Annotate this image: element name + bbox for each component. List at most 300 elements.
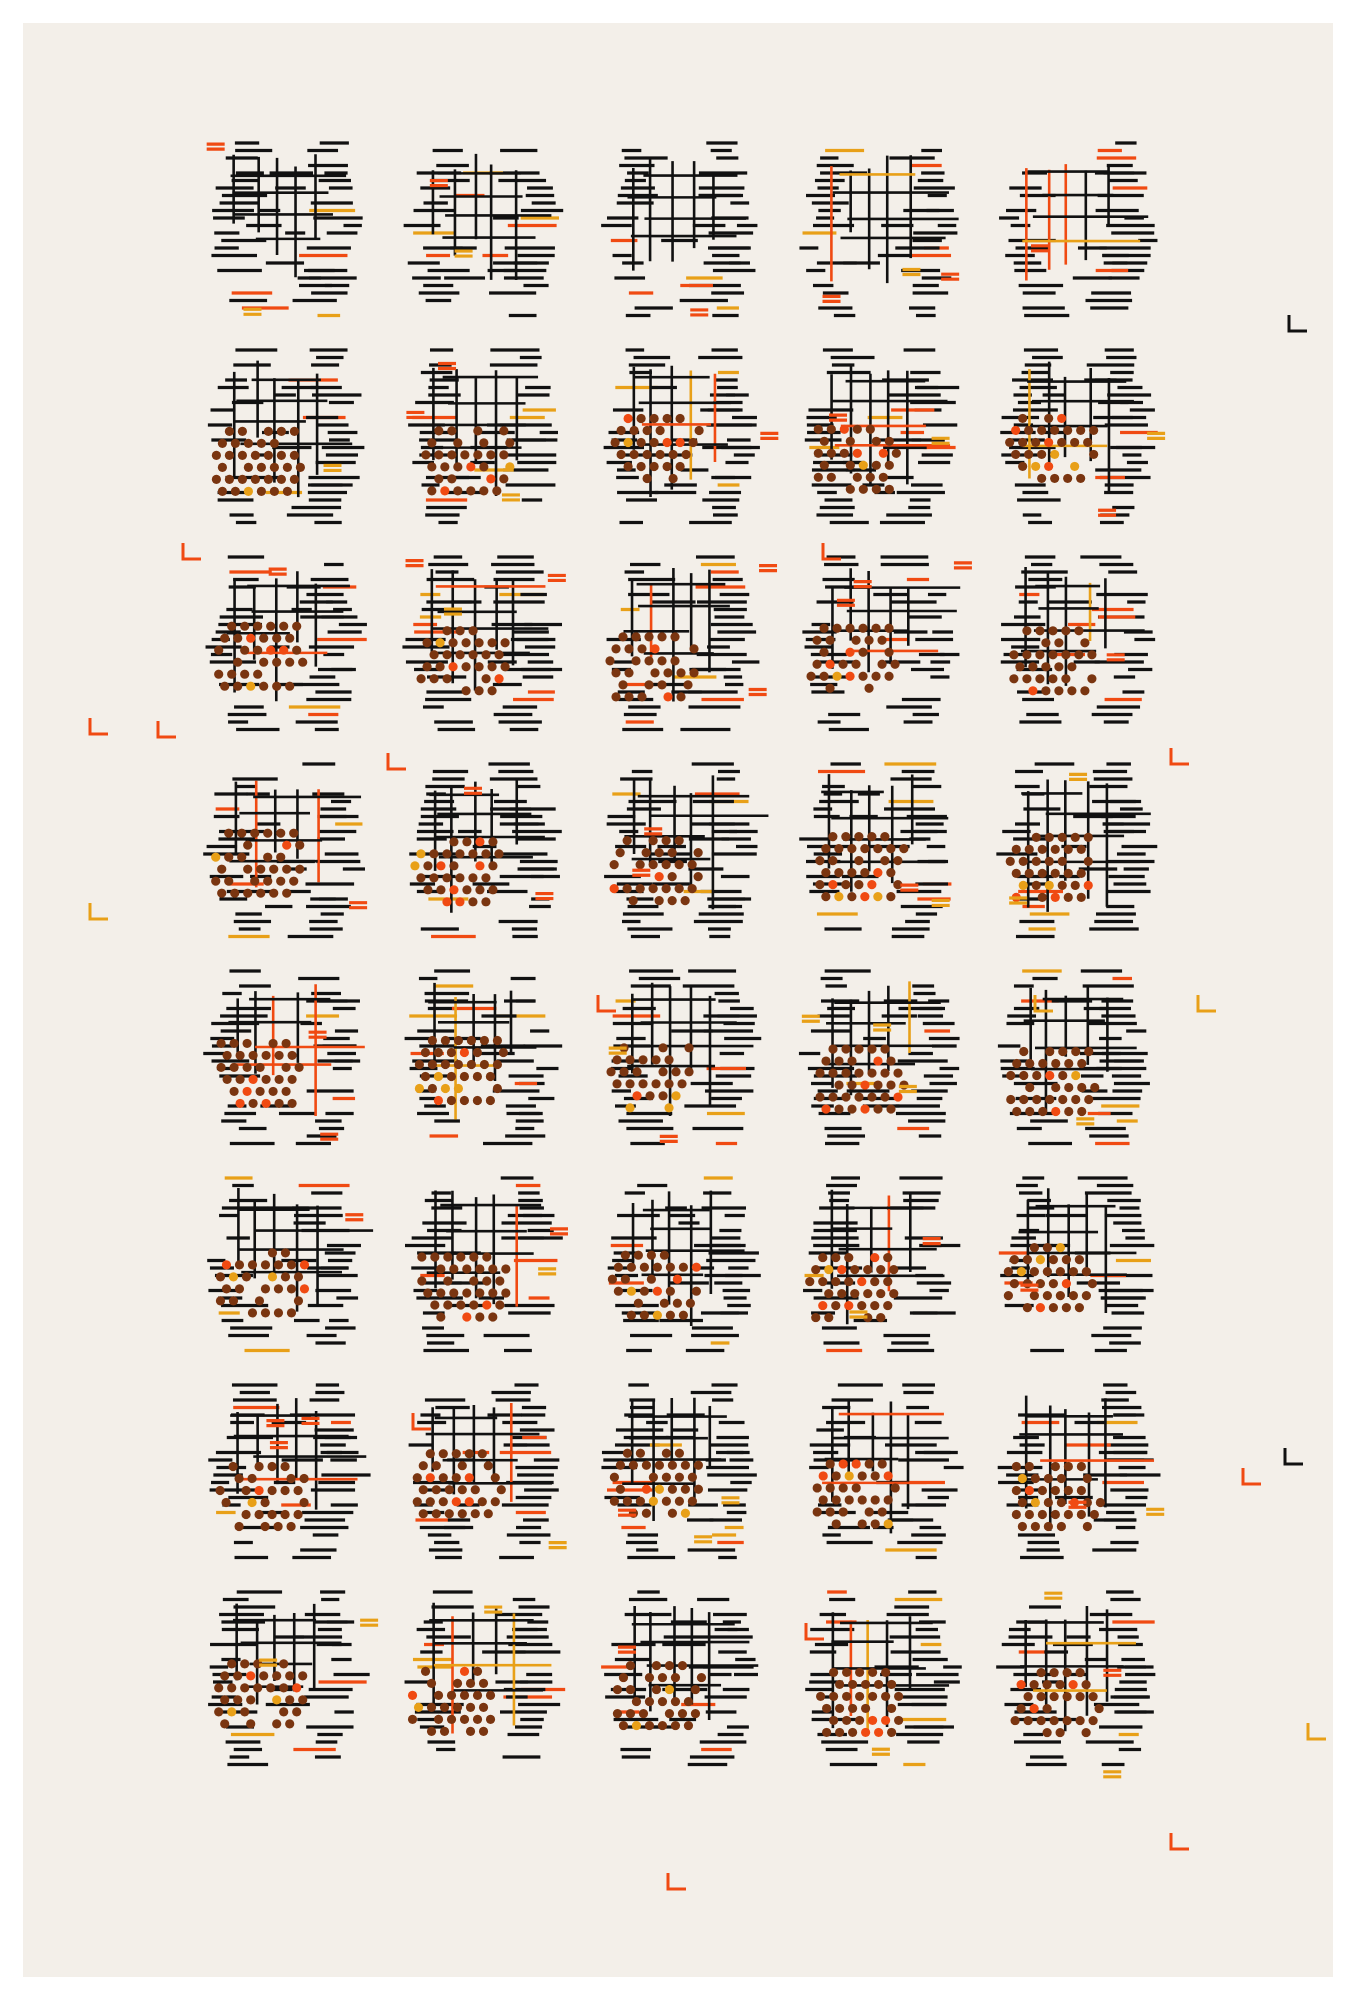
dot	[251, 451, 260, 460]
dot	[649, 860, 658, 869]
dot	[467, 1060, 476, 1069]
dot	[242, 1272, 251, 1281]
dot	[264, 427, 273, 436]
dot	[884, 624, 893, 633]
dot	[268, 1087, 277, 1096]
dot	[1080, 638, 1089, 647]
dot	[1032, 1095, 1041, 1104]
dot	[616, 1461, 625, 1470]
dot	[655, 1485, 664, 1494]
dot	[423, 1288, 432, 1297]
dot	[1077, 869, 1086, 878]
dot	[846, 485, 855, 494]
dot	[831, 1277, 840, 1286]
dot	[222, 1284, 231, 1293]
dot	[850, 1289, 859, 1298]
dot	[881, 1668, 890, 1677]
dot	[819, 1471, 828, 1480]
dot	[629, 1461, 638, 1470]
dot	[479, 1679, 488, 1688]
dot	[267, 1510, 276, 1519]
dot	[290, 451, 299, 460]
artwork-canvas	[23, 23, 1333, 1977]
dot	[688, 1473, 697, 1482]
dot	[481, 650, 490, 659]
dot	[1077, 845, 1086, 854]
dot	[670, 656, 679, 665]
dot	[455, 650, 464, 659]
dot	[892, 449, 901, 458]
dot	[300, 1284, 309, 1293]
dot	[442, 674, 451, 683]
dot	[1019, 1047, 1028, 1056]
dot	[280, 1510, 289, 1519]
dot	[408, 1715, 417, 1724]
dot	[867, 1068, 876, 1077]
dot	[473, 1072, 482, 1081]
dot	[613, 1685, 622, 1694]
dot	[469, 1252, 478, 1261]
dot	[221, 1498, 230, 1507]
dot	[443, 1300, 452, 1309]
dot	[1067, 686, 1076, 695]
dot	[220, 634, 229, 643]
dot	[847, 844, 856, 853]
dot	[629, 896, 638, 905]
dot	[486, 450, 495, 459]
dot	[231, 487, 240, 496]
dot	[854, 856, 863, 865]
dot	[647, 1251, 656, 1260]
dot	[274, 1260, 283, 1269]
dot	[893, 1068, 902, 1077]
dot	[453, 462, 462, 471]
dot	[871, 624, 880, 633]
dot	[467, 1036, 476, 1045]
dot	[664, 1055, 673, 1064]
dot	[493, 1060, 502, 1069]
dot	[878, 1459, 887, 1468]
dot	[456, 1252, 465, 1261]
dot	[238, 427, 247, 436]
dot	[673, 1275, 682, 1284]
dot	[681, 1509, 690, 1518]
dot	[466, 1679, 475, 1688]
dot	[455, 897, 464, 906]
dot	[832, 1495, 841, 1504]
dot	[1038, 1510, 1047, 1519]
dot	[282, 889, 291, 898]
dot	[276, 877, 285, 886]
dot	[832, 672, 841, 681]
dot	[665, 1709, 674, 1718]
dot	[643, 450, 652, 459]
dot	[295, 865, 304, 874]
dot	[812, 636, 821, 645]
dot	[421, 1667, 430, 1676]
dot	[261, 1284, 270, 1293]
dot	[482, 1276, 491, 1285]
dot	[884, 1519, 893, 1528]
dot	[663, 414, 672, 423]
dot	[229, 1039, 238, 1048]
dot	[621, 1251, 630, 1260]
dot	[876, 1265, 885, 1274]
dot	[834, 1104, 843, 1113]
dot	[235, 1075, 244, 1084]
dot	[658, 1091, 667, 1100]
dot	[260, 1498, 269, 1507]
dot	[279, 646, 288, 655]
dot	[832, 624, 841, 633]
dot	[486, 474, 495, 483]
dot	[272, 658, 281, 667]
dot	[442, 626, 451, 635]
dot	[864, 684, 873, 693]
dot	[246, 1719, 255, 1728]
dot	[647, 1275, 656, 1284]
dot	[852, 1483, 861, 1492]
dot	[697, 1673, 706, 1682]
dot	[694, 1485, 703, 1494]
dot	[436, 1288, 445, 1297]
dot	[1082, 1267, 1091, 1276]
dot	[434, 1096, 443, 1105]
dot	[835, 1680, 844, 1689]
dot	[887, 1704, 896, 1713]
dot	[626, 1661, 635, 1670]
dot	[828, 832, 837, 841]
dot	[465, 1473, 474, 1482]
dot	[218, 463, 227, 472]
dot	[1051, 869, 1060, 878]
dot	[475, 885, 484, 894]
dot	[248, 1099, 257, 1108]
dot	[242, 1063, 251, 1072]
dot	[456, 1300, 465, 1309]
dot	[227, 1683, 236, 1692]
dot	[675, 1497, 684, 1506]
dot	[655, 872, 664, 881]
dot	[1028, 686, 1037, 695]
dot	[866, 425, 875, 434]
dot	[215, 1486, 224, 1495]
dot	[619, 1673, 628, 1682]
dot	[857, 1277, 866, 1286]
dot	[441, 1036, 450, 1045]
dot	[881, 1692, 890, 1701]
dot	[623, 836, 632, 845]
dot	[218, 487, 227, 496]
dot	[673, 1299, 682, 1308]
dot	[235, 1260, 244, 1269]
dot	[466, 1727, 475, 1736]
dot	[683, 680, 692, 689]
dot	[1051, 1107, 1060, 1116]
dot	[860, 1080, 869, 1089]
dot	[884, 672, 893, 681]
dot	[292, 1683, 301, 1692]
dot	[495, 1300, 504, 1309]
dot	[413, 1473, 422, 1482]
dot	[474, 686, 483, 695]
dot	[847, 868, 856, 877]
dot	[298, 658, 307, 667]
dot	[1082, 1680, 1091, 1689]
dot	[427, 462, 436, 471]
dot	[1025, 1083, 1034, 1092]
dot	[889, 1289, 898, 1298]
dot	[241, 1510, 250, 1519]
dot	[449, 885, 458, 894]
dot	[662, 1473, 671, 1482]
dot	[861, 1728, 870, 1737]
dot	[281, 1248, 290, 1257]
dot	[1096, 1498, 1105, 1507]
dot	[867, 832, 876, 841]
dot	[1089, 450, 1098, 459]
dot	[610, 884, 619, 893]
dot	[668, 1461, 677, 1470]
dot	[885, 437, 894, 446]
dot	[848, 1680, 857, 1689]
dot	[259, 658, 268, 667]
dot	[1054, 638, 1063, 647]
dot	[1063, 1692, 1072, 1701]
dot	[1028, 662, 1037, 671]
dot	[264, 475, 273, 484]
dot	[865, 1507, 874, 1516]
dot	[1056, 1243, 1065, 1252]
dot	[854, 1092, 863, 1101]
dot	[419, 1461, 428, 1470]
dot	[427, 438, 436, 447]
dot	[645, 1697, 654, 1706]
dot	[839, 1483, 848, 1492]
dot	[286, 1522, 295, 1531]
dot	[408, 1691, 417, 1700]
dot	[608, 1275, 617, 1284]
dot	[460, 1667, 469, 1676]
dot	[1084, 1095, 1093, 1104]
dot	[220, 682, 229, 691]
dot	[610, 1497, 619, 1506]
dot	[1089, 1692, 1098, 1701]
dot	[645, 1091, 654, 1100]
dot	[644, 632, 653, 641]
dot	[1018, 1522, 1027, 1531]
dot	[480, 1060, 489, 1069]
dot	[858, 648, 867, 657]
dot	[453, 486, 462, 495]
dot	[1057, 414, 1066, 423]
dot	[442, 650, 451, 659]
dot	[826, 1507, 835, 1516]
dot	[657, 656, 666, 665]
dot	[261, 1051, 270, 1060]
dot	[488, 885, 497, 894]
dot	[1050, 1716, 1059, 1725]
dot	[225, 451, 234, 460]
dot	[481, 674, 490, 683]
dot	[429, 674, 438, 683]
dot	[1044, 1474, 1053, 1483]
dot	[1064, 845, 1073, 854]
dot	[855, 1716, 864, 1725]
dot	[618, 680, 627, 689]
dot	[283, 463, 292, 472]
dot	[1037, 1692, 1046, 1701]
dot	[1018, 1474, 1027, 1483]
dot	[434, 1048, 443, 1057]
dot	[624, 692, 633, 701]
dot	[858, 672, 867, 681]
dot	[642, 1461, 651, 1470]
dot	[1018, 414, 1027, 423]
dot	[421, 1072, 430, 1081]
dot	[847, 1056, 856, 1065]
dot	[449, 837, 458, 846]
dot	[487, 686, 496, 695]
dot	[1012, 1486, 1021, 1495]
dot	[1057, 1474, 1066, 1483]
dot	[426, 1473, 435, 1482]
dot	[1017, 1680, 1026, 1689]
dot	[260, 1522, 269, 1531]
dot	[834, 1080, 843, 1089]
dot	[818, 1253, 827, 1262]
dot	[1019, 857, 1028, 866]
dot	[1077, 1059, 1086, 1068]
dot	[274, 1051, 283, 1060]
dot	[434, 1715, 443, 1724]
dot	[1071, 1047, 1080, 1056]
dot	[246, 634, 255, 643]
dot	[640, 1263, 649, 1272]
dot	[422, 662, 431, 671]
dot	[280, 1486, 289, 1495]
dot	[250, 829, 259, 838]
dot	[640, 1311, 649, 1320]
dot	[1054, 686, 1063, 695]
dot	[1075, 1255, 1084, 1264]
dot	[613, 1709, 622, 1718]
dot	[624, 438, 633, 447]
dot	[287, 1284, 296, 1293]
dot	[1071, 1095, 1080, 1104]
dot	[238, 475, 247, 484]
dot	[462, 1312, 471, 1321]
dot	[819, 1495, 828, 1504]
dot	[855, 1692, 864, 1701]
dot	[460, 1691, 469, 1700]
dot	[883, 1277, 892, 1286]
dot	[488, 1264, 497, 1273]
dot	[1077, 1462, 1086, 1471]
dot	[610, 1473, 619, 1482]
dot	[1050, 1692, 1059, 1701]
dot	[877, 636, 886, 645]
dot	[861, 1704, 870, 1713]
dot	[854, 1044, 863, 1053]
dot	[1037, 450, 1046, 459]
dot	[453, 1679, 462, 1688]
dot	[429, 849, 438, 858]
dot	[439, 1497, 448, 1506]
dot	[890, 660, 899, 669]
dot	[500, 638, 509, 647]
dot	[668, 872, 677, 881]
dot	[233, 682, 242, 691]
dot	[650, 414, 659, 423]
dot	[656, 450, 665, 459]
dot	[1071, 881, 1080, 890]
dot	[883, 1253, 892, 1262]
dot	[831, 1253, 840, 1262]
dot	[432, 1461, 441, 1470]
dot	[880, 1068, 889, 1077]
dot	[1030, 1267, 1039, 1276]
dot	[1050, 426, 1059, 435]
dot	[623, 884, 632, 893]
dot	[1045, 833, 1054, 842]
dot	[886, 1104, 895, 1113]
dot	[1064, 893, 1073, 902]
dot	[829, 1692, 838, 1701]
dot	[835, 1704, 844, 1713]
dot	[475, 1288, 484, 1297]
dot	[454, 1060, 463, 1069]
dot	[671, 1673, 680, 1682]
dot	[227, 670, 236, 679]
dot	[668, 1509, 677, 1518]
dot	[1044, 1498, 1053, 1507]
dot	[816, 1692, 825, 1701]
dot	[486, 1691, 495, 1700]
dot	[462, 1264, 471, 1273]
dot	[627, 1263, 636, 1272]
dot	[272, 1719, 281, 1728]
dot	[432, 1485, 441, 1494]
dot	[1044, 462, 1053, 471]
dot	[872, 437, 881, 446]
dot	[436, 1264, 445, 1273]
dot	[857, 1301, 866, 1310]
dot	[694, 1461, 703, 1470]
dot	[414, 1703, 423, 1712]
dot	[663, 438, 672, 447]
dot	[443, 1252, 452, 1261]
dot	[466, 1703, 475, 1712]
dot	[821, 892, 830, 901]
dot	[1080, 686, 1089, 695]
dot	[295, 841, 304, 850]
dot	[246, 1695, 255, 1704]
dot	[814, 449, 823, 458]
dot	[1012, 1107, 1021, 1116]
dot	[272, 1671, 281, 1680]
dot	[651, 1055, 660, 1064]
dot	[636, 1497, 645, 1506]
dot	[658, 1721, 667, 1730]
dot	[649, 836, 658, 845]
dot	[428, 1060, 437, 1069]
dot	[416, 849, 425, 858]
dot	[234, 1522, 243, 1531]
dot	[266, 646, 275, 655]
dot	[1045, 1047, 1054, 1056]
dot	[285, 1695, 294, 1704]
